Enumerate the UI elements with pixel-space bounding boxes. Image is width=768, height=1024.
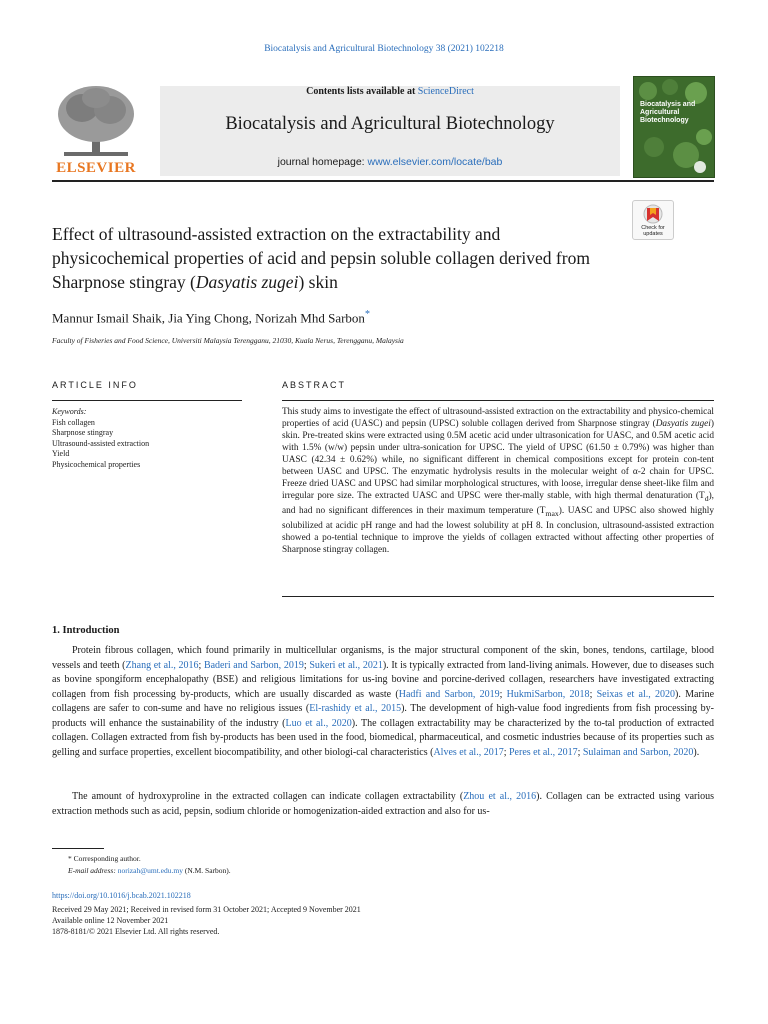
- footnote-divider: [52, 848, 104, 849]
- keywords-label: Keywords:: [52, 407, 87, 416]
- corresponding-author-note: * Corresponding author.: [68, 854, 141, 863]
- cover-title: Biocatalysis and Agricultural Biotechnology: [640, 101, 696, 124]
- keyword-item: Fish collagen: [52, 417, 95, 427]
- article-info-divider: [52, 400, 242, 401]
- contents-line: Contents lists available at ScienceDirect: [306, 86, 474, 97]
- abstract-divider-top: [282, 400, 714, 401]
- received-dates: Received 29 May 2021; Received in revised form 31 October 2021; Accepted 9 November 2021: [52, 905, 361, 914]
- header-divider: [52, 180, 714, 182]
- keyword-item: Physicochemical properties: [52, 459, 141, 469]
- journal-masthead: [160, 86, 620, 176]
- check-updates-label: Check for updates: [641, 225, 665, 237]
- citation-link[interactable]: Seixas et al., 2020: [596, 688, 676, 700]
- journal-title: Biocatalysis and Agricultural Biotechnology: [225, 114, 555, 134]
- citation-link[interactable]: El-rashidy et al., 2015: [309, 703, 402, 714]
- abstract-text: This study aims to investigate the effect of ultrasound-assisted extraction on the extractability and physico-chemical properties of acid (UASC) and pepsin (UPSC) soluble collagen derived from Sharpnose stingray (Dasyatis zugei) skin. Pre-treated skins were extracted using 0.5M acetic acid under ultrasonication for UASC, and 0.5M acetic acid with 1.5% (w/w) pepsin under ultra-sonication for UPSC. The yield of UPSC (61.50 ± 0.79%) was higher than UASC (42.34 ± 0.62%) while, no significant different in chemical compositions except for protein con-tent between UASC and UPSC. The enzymatic hydrolysis results in the molecular weight of α-2 chain for UPSC. Freeze dried UASC and UPSC had similar morphological structures, with loose, irregular dense sheet-like film and irregular pore size. The extracted UASC and UPSC were ther-mally stable, with high thermal denaturation $(T_d)$, and had no significant differences in their maximum temperature $(T_{max})$. UASC and UPSC also showed highly solubilized at acidic pH range and had the lowest solubility at pH 8. In conclusion, ultrasound-assisted extraction showed a po-tential technique to improve the yields of collagen extracted without affecting other properties of Sharpnose stingray collagen.: [282, 407, 714, 555]
- doi-link[interactable]: https://doi.org/10.1016/j.bcab.2021.102218: [52, 891, 191, 900]
- email-footnote: E-mail address: norizah@umt.edu.my (N.M. Sarbon).: [68, 866, 231, 875]
- citation-link[interactable]: Zhang et al., 2016: [125, 659, 199, 671]
- homepage-link[interactable]: www.elsevier.com/locate/bab: [367, 156, 503, 168]
- cover-pattern-icon: [634, 77, 714, 177]
- corresponding-author-mark[interactable]: *: [364, 309, 370, 320]
- email-link[interactable]: norizah@umt.edu.my: [117, 866, 183, 875]
- citation-link[interactable]: Hadfi and Sarbon, 2019: [398, 688, 500, 700]
- journal-citation[interactable]: Biocatalysis and Agricultural Biotechnology 38 (2021) 102218: [264, 44, 504, 54]
- intro-paragraph-1: Protein fibrous collagen, which found primarily in multicellular organisms, is the major structural component of the skin, bones, tendons, cartilage, blood vessels and teeth (Zhang et al., 2016; Baderi and Sarbon, 2019; Sukeri et al., 2021). It is typically extracted from land-living animals. However, due to diseases such as bovine spongiform encephalopathy (BSE) and religious limitations for us-ing bovine and porcine-derived collagen, researchers have investigated extracting collagen from fish processing by-products, which are usually discarded as waste (Hadfi and Sarbon, 2019; HukmiSarbon, 2018; Seixas et al., 2020). Marine collagens are safer to con-sume and have no religious issues (El-rashidy et al., 2015). The development of high-value food ingredients from fish processing by-products will enhance the sustainability of the industry (Luo et al., 2020). The collagen extractability may be characterized by the to-tal production of extracted collagen. Collagen extracted from fish by-products has been used in the food, biomedical, pharmaceutical, and cosmetic industries because of its properties such as gelling and surface properties, excellent biocompatibility, and other biologi-cal characteristics (Alves et al., 2017; Peres et al., 2017; Sulaiman and Sarbon, 2020).: [52, 645, 715, 758]
- citation-link[interactable]: Sulaiman and Sarbon, 2020: [582, 746, 694, 758]
- journal-cover-image: [633, 76, 715, 178]
- available-online-date: Available online 12 November 2021: [52, 916, 169, 925]
- journal-homepage: journal homepage: www.elsevier.com/locate/bab: [277, 156, 503, 168]
- citation-link[interactable]: Baderi and Sarbon, 2019: [203, 659, 304, 671]
- author-list: Mannur Ismail Shaik, Jia Ying Chong, Norizah Mhd Sarbon*: [52, 309, 370, 326]
- tree-icon: [52, 82, 140, 160]
- intro-paragraph-2: The amount of hydroxyproline in the extracted collagen can indicate collagen extractability (Zhou et al., 2016). Collagen can be extracted using various extraction methods such as acid, pepsin, sodium chloride or homogenization-aided extraction and also for us-: [52, 791, 715, 817]
- sciencedirect-link[interactable]: ScienceDirect: [417, 86, 474, 97]
- citation-link[interactable]: Zhou et al., 2016: [463, 791, 537, 802]
- paper-title: Effect of ultrasound-assisted extraction on the extractability and physicochemical properties of acid and pepsin soluble collagen derived from Sharpnose stingray (Dasyatis zugei) skin: [52, 224, 590, 292]
- abstract-divider-bottom: [282, 596, 714, 597]
- citation-link[interactable]: Sukeri et al., 2021: [309, 659, 383, 671]
- copyright-notice: 1878-8181/© 2021 Elsevier Ltd. All rights reserved.: [52, 927, 220, 936]
- keyword-item: Yield: [52, 449, 70, 458]
- keyword-item: Ultrasound-assisted extraction: [52, 438, 150, 448]
- publisher-wordmark: ELSEVIER: [56, 160, 136, 176]
- elsevier-logo: [52, 82, 140, 178]
- check-for-updates-button[interactable]: [632, 200, 674, 240]
- keyword-item: Sharpnose stingray: [52, 428, 114, 437]
- affiliation: Faculty of Fisheries and Food Science, Universiti Malaysia Terengganu, 21030, Kuala Nerus, Terengganu, Malaysia: [52, 336, 404, 345]
- citation-link[interactable]: Peres et al., 2017: [508, 746, 578, 758]
- citation-link[interactable]: Luo et al., 2020: [285, 717, 352, 729]
- citation-link[interactable]: HukmiSarbon, 2018: [506, 688, 590, 700]
- keywords-list: [52, 407, 149, 470]
- abstract-heading: ABSTRACT: [282, 380, 347, 390]
- bookmark-icon: [633, 203, 673, 227]
- article-info-heading: ARTICLE INFO: [52, 380, 138, 390]
- section-heading-introduction: 1. Introduction: [52, 625, 120, 636]
- citation-link[interactable]: Alves et al., 2017: [433, 746, 504, 758]
